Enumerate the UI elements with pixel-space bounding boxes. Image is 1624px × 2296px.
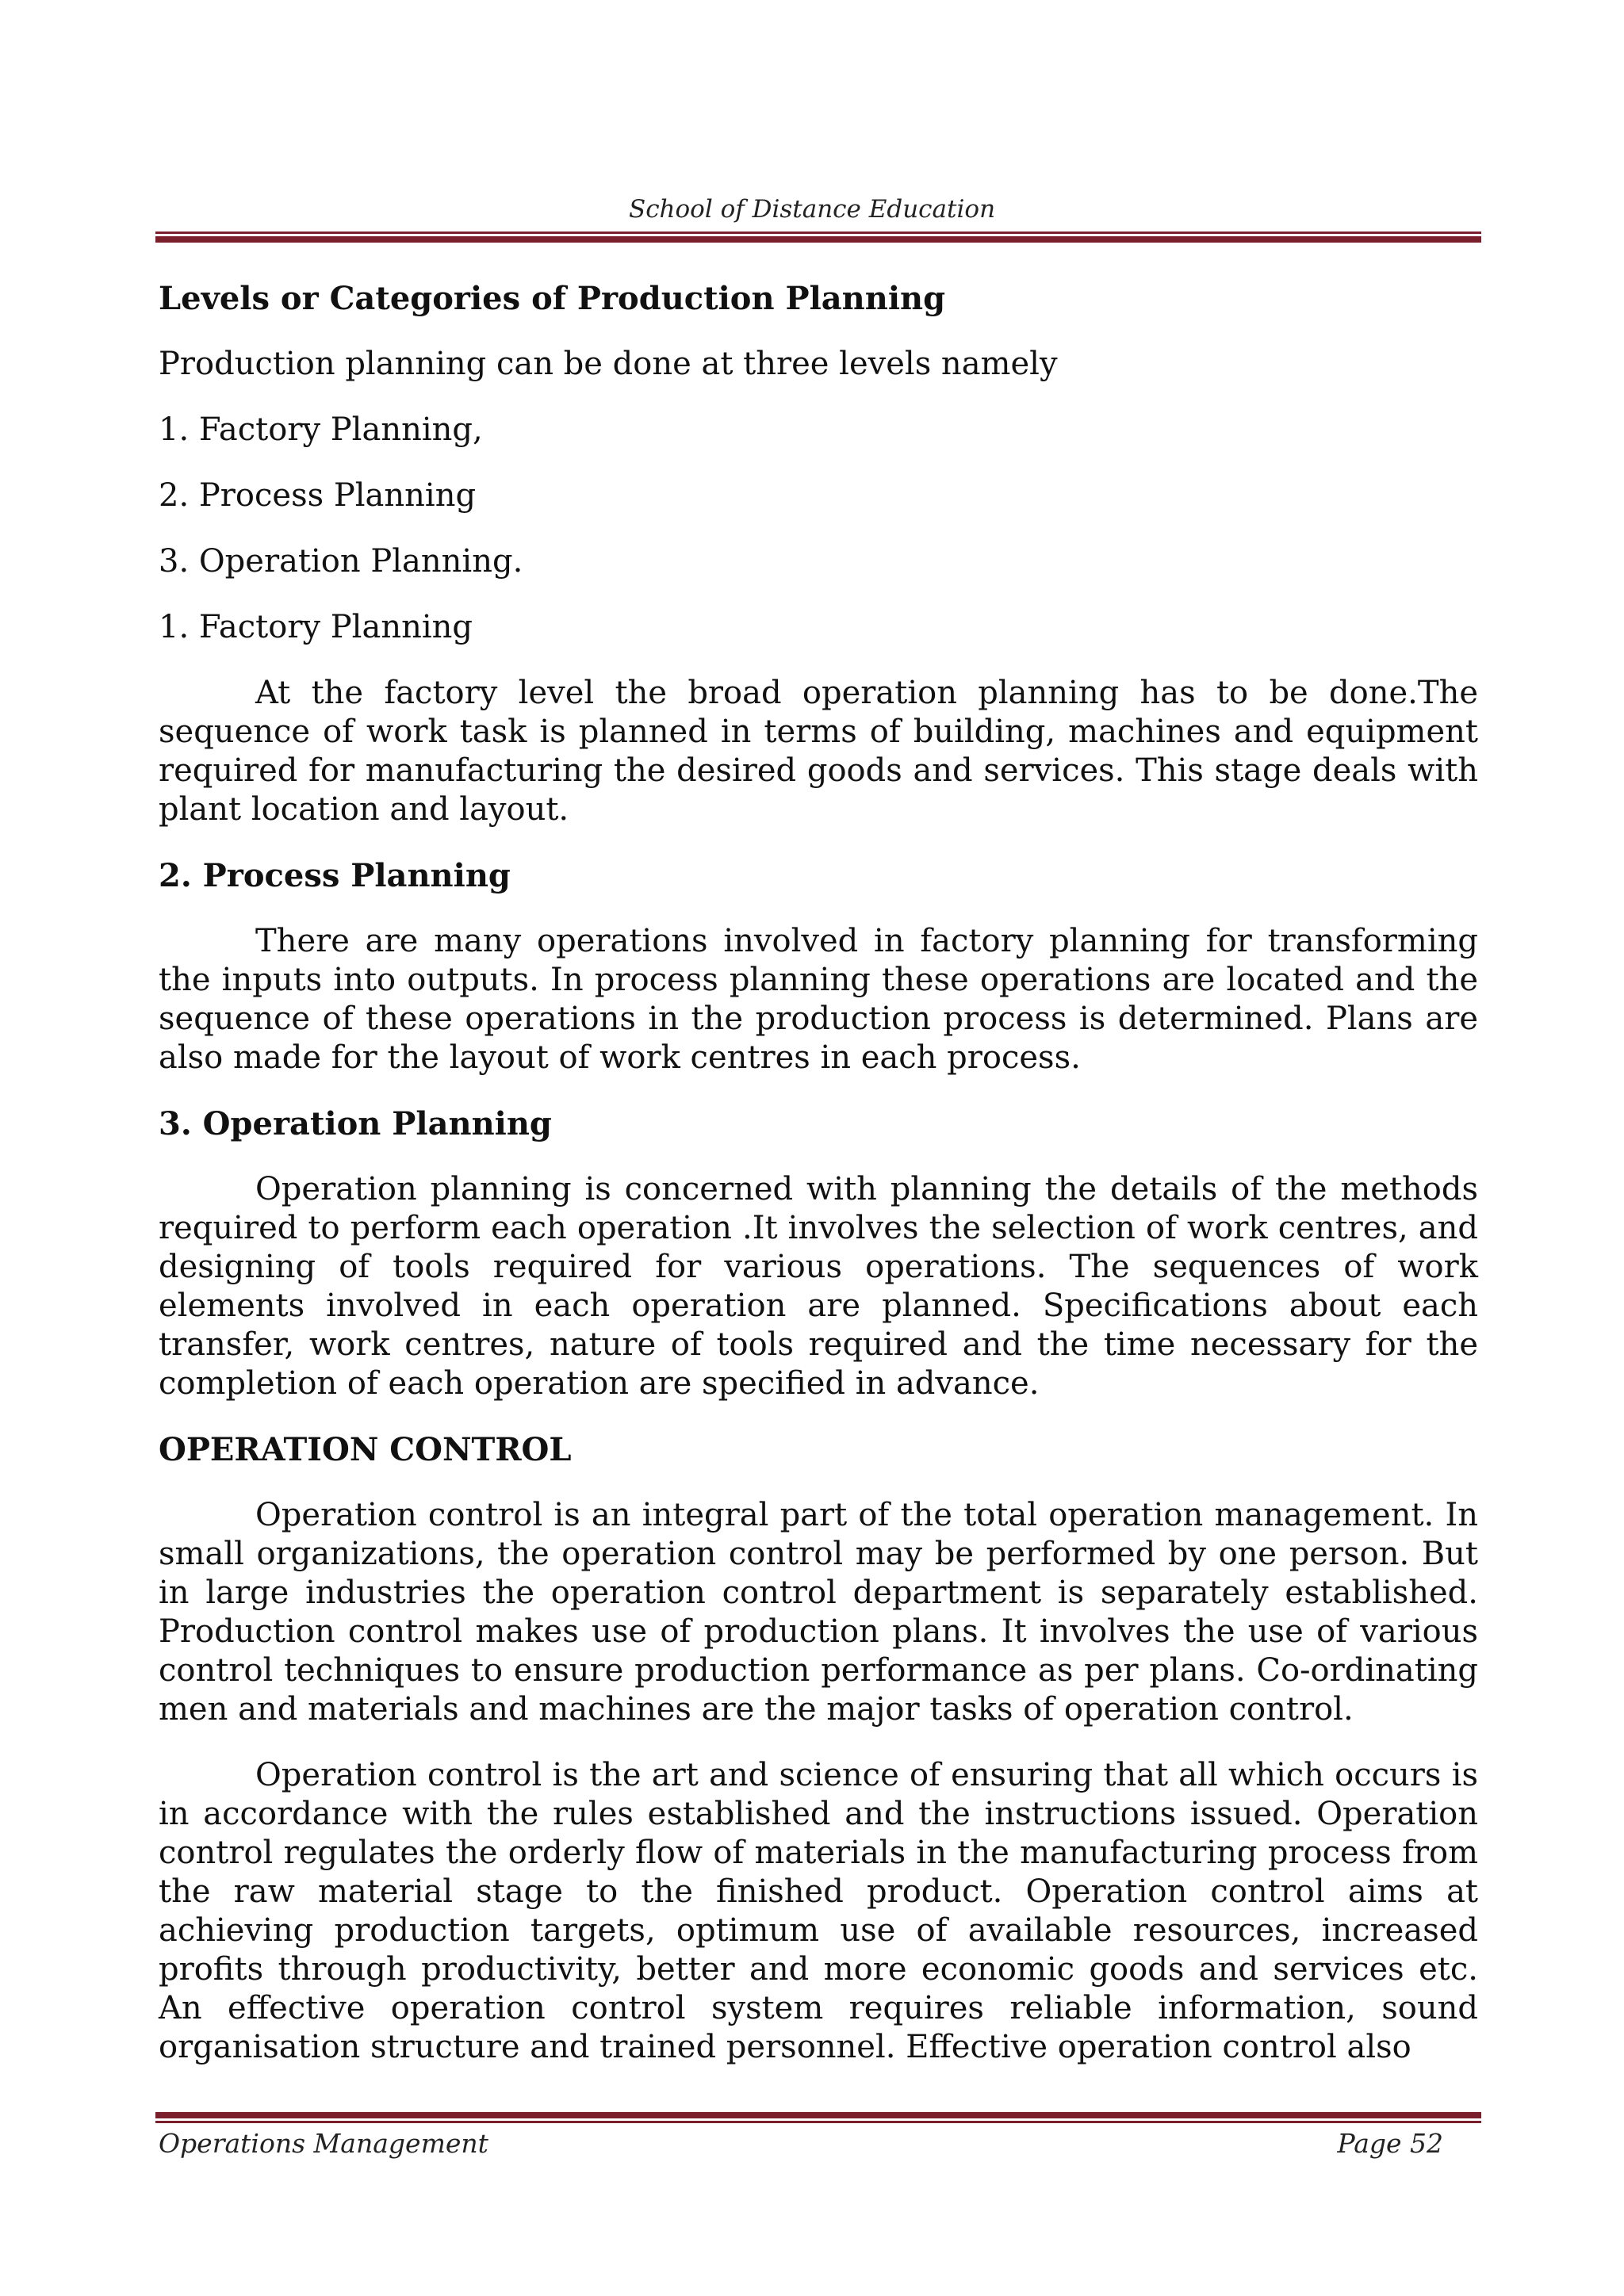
page-header-title: School of Distance Education <box>628 195 996 224</box>
footer-page-number: Page 52 <box>1337 2128 1443 2159</box>
page-content <box>159 279 1478 2067</box>
operation-planning-heading: 3. Operation Planning <box>159 1105 552 1142</box>
operation-control-paragraph-2: Operation control is the art and science of ensuring that all which occurs is in accordance with the rules established and the instructions issued. Operation control regulates the orderly flow of materials in the manufacturing process from the raw material stage to the finished product. Operation control aims at achieving production targets, optimum use of available resources, increased profits through productivity, better and more economic goods and services etc. An effective operation control system requires reliable information, sound organisation structure and trained personnel. Effective operation control also <box>159 1757 1478 2065</box>
process-planning-heading: 2. Process Planning <box>159 857 511 894</box>
footer-course-title: Operations Management <box>159 2128 488 2159</box>
section-heading-levels: Levels or Categories of Production Planning <box>159 280 946 317</box>
process-planning-paragraph: There are many operations involved in factory planning for transforming the inputs into outputs. In process planning these operations are located and the sequence of these operations in the production process is determined. Plans are also made for the layout of work centres in each process. <box>159 923 1478 1076</box>
factory-planning-paragraph: At the factory level the broad operation planning has to be done.The sequence of work task is planned in terms of building, machines and equipment required for manufacturing the desired goods and services. This stage deals with plant location and layout. <box>159 675 1478 828</box>
intro-text: Production planning can be done at three levels namely <box>159 346 1058 382</box>
list-item: 2. Process Planning <box>159 477 477 514</box>
footer-rule <box>155 2112 1481 2123</box>
factory-planning-heading: 1. Factory Planning <box>159 609 473 645</box>
header-rule <box>155 232 1481 243</box>
operation-control-paragraph-1: Operation control is an integral part of the total operation management. In small organizations, the operation control may be performed by one person. But in large industries the operation control department is separately established. Production control makes use of production plans. It involves the use of various control techniques to ensure production performance as per plans. Co-ordinating men and materials and machines are the major tasks of operation control. <box>159 1497 1478 1728</box>
list-item: 3. Operation Planning. <box>159 543 523 580</box>
operation-control-heading: OPERATION CONTROL <box>159 1431 572 1468</box>
list-item: 1. Factory Planning, <box>159 411 483 448</box>
operation-planning-paragraph: Operation planning is concerned with planning the details of the methods required to perform each operation .It involves the selection of work centres, and designing of tools required for various operations. The sequences of work elements involved in each operation are planned. Specifications about each transfer, work centres, nature of tools required and the time necessary for the completion of each operation are specified in advance. <box>159 1171 1478 1402</box>
